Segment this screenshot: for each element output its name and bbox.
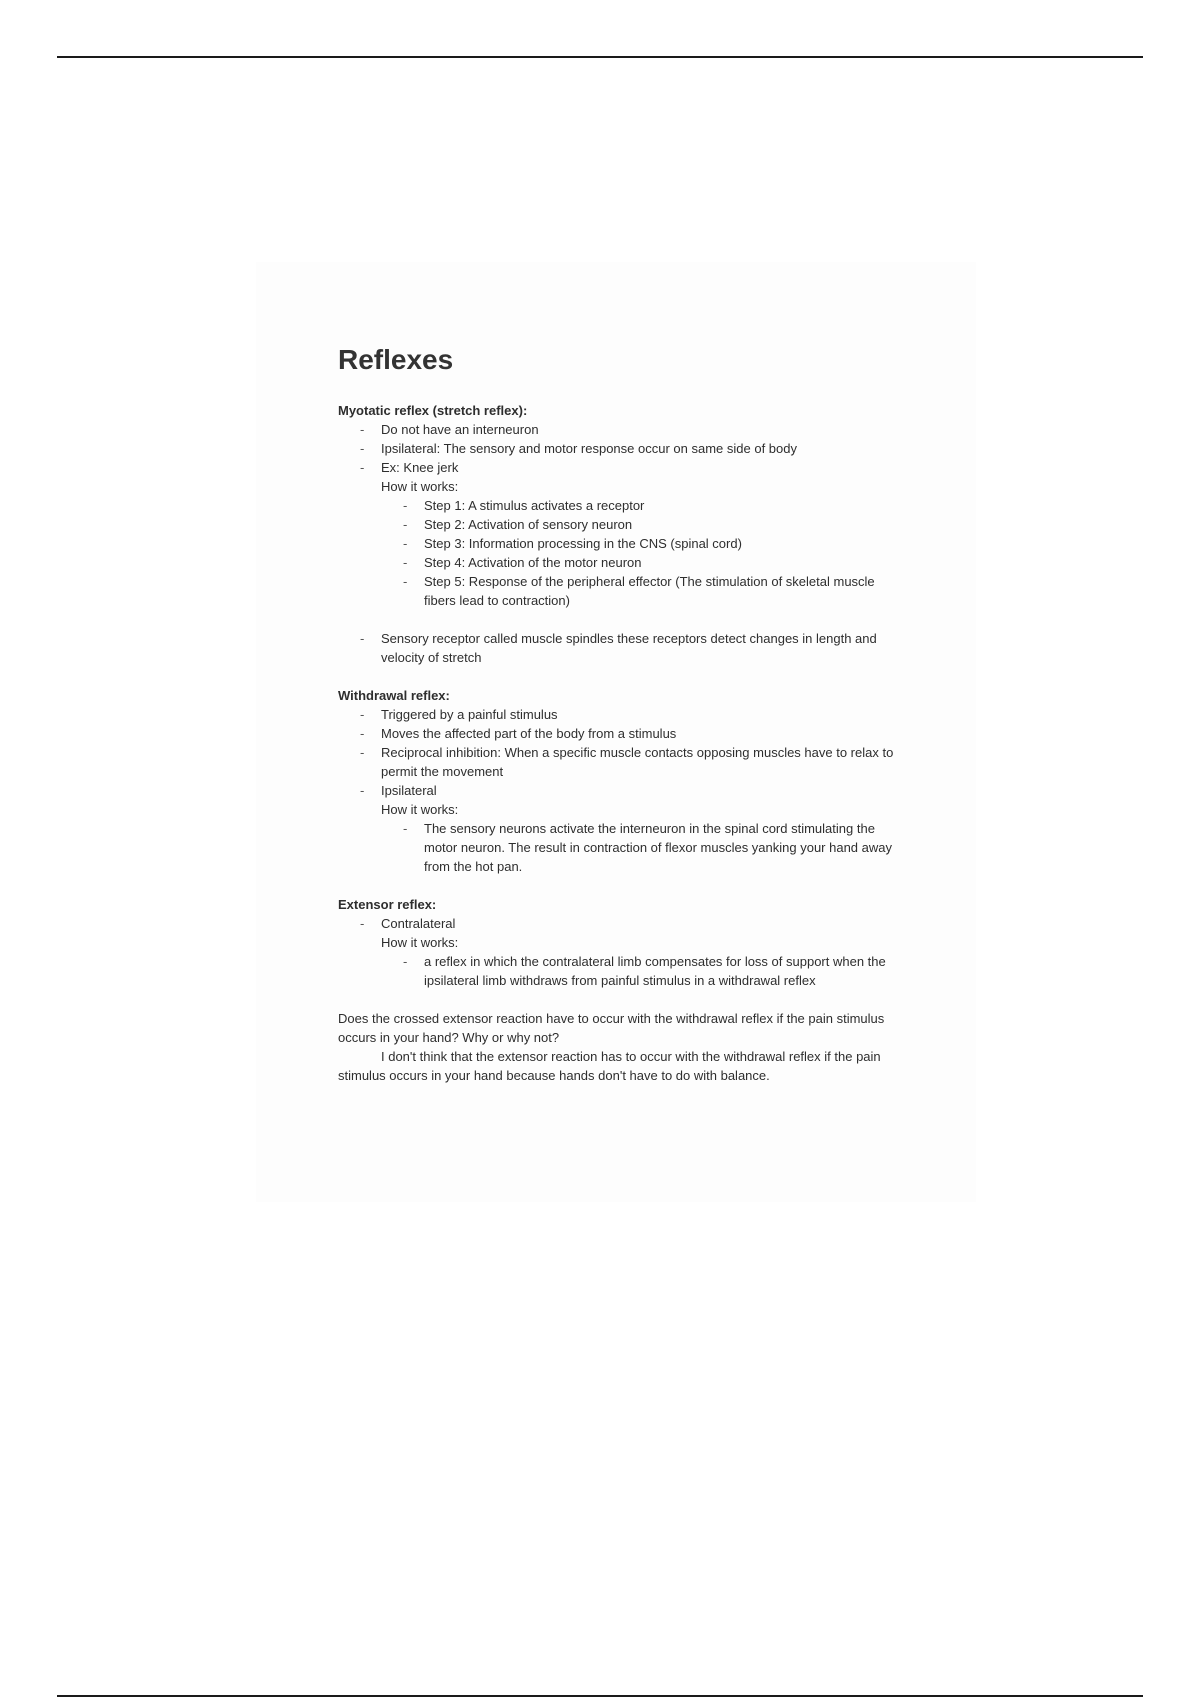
list-item: - Sensory receptor called muscle spindles these receptors detect changes in length and velocity of stretch: [381, 629, 908, 667]
list-item: - Do not have an interneuron: [381, 420, 908, 439]
step-item: - The sensory neurons activate the interneuron in the spinal cord stimulating the motor neuron. The result in contraction of flexor muscles yanking your hand away from the hot pan.: [424, 819, 908, 876]
bullet-list: [338, 705, 908, 876]
steps-list: [381, 952, 908, 990]
bottom-rule: [57, 1695, 1143, 1697]
step-item: - Step 1: A stimulus activates a receptor: [424, 496, 908, 515]
steps-list: [381, 819, 908, 876]
section-heading: Myotatic reflex (stretch reflex):: [338, 403, 528, 418]
document-title: Reflexes: [338, 344, 454, 375]
step-item: - Step 3: Information processing in the CNS (spinal cord): [424, 534, 908, 553]
document-content: [338, 340, 908, 1085]
list-item: [381, 781, 908, 876]
list-item: - Ipsilateral: The sensory and motor response occur on same side of body: [381, 439, 908, 458]
step-item: - Step 4: Activation of the motor neuron: [424, 553, 908, 572]
how-it-works-label: How it works:: [381, 802, 459, 817]
how-it-works-label: How it works:: [381, 935, 459, 950]
section-heading: Withdrawal reflex:: [338, 688, 450, 703]
top-rule: [57, 56, 1143, 58]
step-item: - Step 5: Response of the peripheral effector (The stimulation of skeletal muscle fibers lead to contraction): [424, 572, 908, 610]
list-item-text: Ipsilateral: [381, 783, 437, 798]
steps-list: [381, 496, 908, 610]
list-item: [381, 914, 908, 990]
step-item: - Step 2: Activation of sensory neuron: [424, 515, 908, 534]
list-item: - Moves the affected part of the body from a stimulus: [381, 724, 908, 743]
list-item: [381, 458, 908, 629]
answer-text: I don't think that the extensor reaction has to occur with the withdrawal reflex if the pain stimulus occurs in your hand because hands don't have to do with balance.: [338, 1049, 881, 1083]
bullet-list: [338, 420, 908, 667]
how-it-works-label: How it works:: [381, 479, 459, 494]
list-item: - Triggered by a painful stimulus: [381, 705, 908, 724]
bullet-list: [338, 914, 908, 990]
question-text: Does the crossed extensor reaction have to occur with the withdrawal reflex if the pain stimulus occurs in your hand? Why or why not?: [338, 1011, 885, 1045]
section-heading: Extensor reflex:: [338, 897, 437, 912]
list-item-text: Ex: Knee jerk: [381, 460, 459, 475]
section-extensor: [338, 895, 908, 990]
section-myotatic: [338, 401, 908, 667]
list-item: - Reciprocal inhibition: When a specific muscle contacts opposing muscles have to relax to permit the movement: [381, 743, 908, 781]
step-item: - a reflex in which the contralateral limb compensates for loss of support when the ipsilateral limb withdraws from painful stimulus in a withdrawal reflex: [424, 952, 908, 990]
list-item-text: Contralateral: [381, 916, 456, 931]
section-withdrawal: [338, 686, 908, 876]
